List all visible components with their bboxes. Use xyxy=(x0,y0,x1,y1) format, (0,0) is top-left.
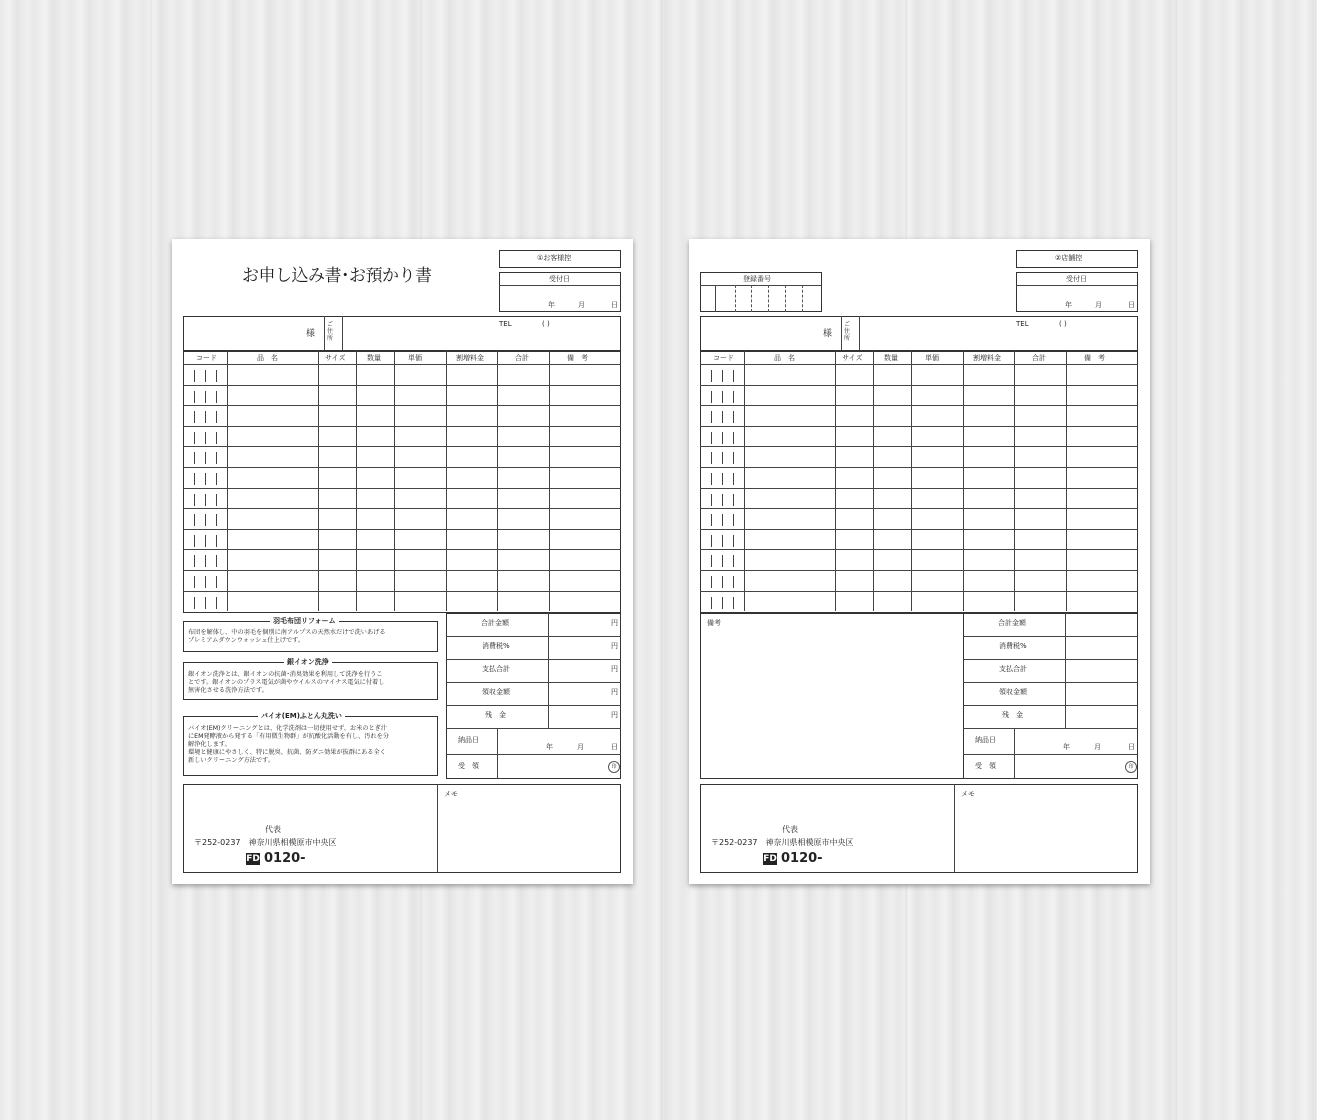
service-text: プレミアムダウンウォッシュ仕上げです。 xyxy=(188,637,305,644)
code-digit-tick xyxy=(216,370,217,382)
code-digit-tick xyxy=(733,576,734,588)
table-row-divider xyxy=(183,570,621,571)
code-digit-tick xyxy=(711,535,712,547)
receipt-label: 受 領 xyxy=(458,762,479,770)
month-label: 月 xyxy=(578,301,585,309)
code-digit-tick xyxy=(722,494,723,506)
stamp-icon: 印 xyxy=(1125,761,1137,773)
code-digit-tick xyxy=(722,576,723,588)
code-digit-tick xyxy=(733,473,734,485)
balance-label: 残 金 xyxy=(485,711,506,719)
table-row-divider xyxy=(700,405,1138,406)
header-surcharge: 割増料金 xyxy=(456,354,484,362)
sama-label: 様 xyxy=(306,329,316,339)
code-digit-tick xyxy=(722,432,723,444)
header-surcharge: 割増料金 xyxy=(973,354,1001,362)
registration-digit-divider xyxy=(735,285,736,312)
code-digit-tick xyxy=(722,514,723,526)
code-digit-tick xyxy=(733,535,734,547)
code-digit-tick xyxy=(711,411,712,423)
table-row-divider xyxy=(183,467,621,468)
code-digit-tick xyxy=(711,494,712,506)
month-label: 月 xyxy=(1094,743,1101,751)
code-digit-tick xyxy=(711,452,712,464)
sama-label: 様 xyxy=(823,329,833,339)
code-digit-tick xyxy=(722,597,723,609)
yen-label: 円 xyxy=(611,619,618,627)
customer-copy-sheet xyxy=(172,239,633,884)
code-digit-tick xyxy=(216,514,217,526)
header-qty: 数量 xyxy=(367,354,381,362)
table-column-divider xyxy=(1014,351,1015,611)
table-row-divider xyxy=(183,591,621,592)
code-digit-tick xyxy=(216,432,217,444)
code-digit-tick xyxy=(722,370,723,382)
table-row-divider xyxy=(183,488,621,489)
code-digit-tick xyxy=(205,432,206,444)
header-code: コード xyxy=(196,354,217,362)
tax-label: 消費税% xyxy=(482,642,510,650)
tel-paren: ( ) xyxy=(542,320,550,328)
header-item: 品 名 xyxy=(774,354,795,362)
table-row-divider xyxy=(183,508,621,509)
table-row-divider xyxy=(700,549,1138,550)
code-digit-tick xyxy=(733,370,734,382)
registration-digit-divider xyxy=(785,285,786,312)
year-label: 年 xyxy=(548,301,555,309)
table-row-divider xyxy=(183,446,621,447)
table-row-divider xyxy=(700,488,1138,489)
code-digit-tick xyxy=(216,473,217,485)
address-label: ご住所 xyxy=(844,321,851,342)
tel-label: TEL xyxy=(1016,320,1029,328)
balance-label: 残 金 xyxy=(1002,711,1023,719)
code-digit-tick xyxy=(722,391,723,403)
table-column-divider xyxy=(446,351,447,611)
registration-digit-divider xyxy=(768,285,769,312)
code-digit-tick xyxy=(216,535,217,547)
table-column-divider xyxy=(744,351,745,611)
total-amount-label: 合計金額 xyxy=(998,619,1026,627)
tel-label: TEL xyxy=(499,320,512,328)
header-size: サイズ xyxy=(842,354,863,362)
code-digit-tick xyxy=(733,494,734,506)
code-digit-tick xyxy=(711,555,712,567)
items-table xyxy=(700,351,1138,613)
code-digit-tick xyxy=(205,597,206,609)
day-label: 日 xyxy=(1128,743,1135,751)
table-row-divider xyxy=(700,508,1138,509)
header-qty: 数量 xyxy=(884,354,898,362)
tax-label: 消費税% xyxy=(999,642,1027,650)
code-digit-tick xyxy=(733,597,734,609)
code-digit-tick xyxy=(733,452,734,464)
service-text: とです。銀イオンのプラス電気が菌やウイルスのマイナス電気に付着し xyxy=(188,679,385,686)
store-copy-sheet xyxy=(689,239,1150,884)
registration-digit-divider xyxy=(751,285,752,312)
month-label: 月 xyxy=(1095,301,1102,309)
table-row-divider xyxy=(183,529,621,530)
items-table xyxy=(183,351,621,613)
reception-label: 受付日 xyxy=(1066,275,1087,283)
table-column-divider xyxy=(497,351,498,611)
stamp-icon: 印 xyxy=(608,761,620,773)
service-title-silver: 銀イオン洗浄 xyxy=(284,658,332,667)
freedial-icon: FD xyxy=(246,854,260,864)
header-item: 品 名 xyxy=(257,354,278,362)
yen-label: 円 xyxy=(611,711,618,719)
notes-label: 備考 xyxy=(707,619,721,627)
code-digit-tick xyxy=(711,514,712,526)
delivery-label: 納品日 xyxy=(975,736,996,744)
table-column-divider xyxy=(394,351,395,611)
header-total: 合計 xyxy=(1032,354,1046,362)
header-price: 単価 xyxy=(925,354,939,362)
registration-digit-divider xyxy=(715,285,716,312)
table-column-divider xyxy=(356,351,357,611)
table-row-divider xyxy=(183,385,621,386)
tel-paren: ( ) xyxy=(1059,320,1067,328)
memo-label[interactable]: メモ xyxy=(961,790,975,798)
code-digit-tick xyxy=(216,411,217,423)
header-size: サイズ xyxy=(325,354,346,362)
code-digit-tick xyxy=(733,514,734,526)
company-address: 〒252-0237 神奈川県相模原市中央区 xyxy=(194,838,337,847)
code-digit-tick xyxy=(205,473,206,485)
payment-total-label: 支払合計 xyxy=(482,665,510,673)
registration-digit-divider xyxy=(802,285,803,312)
phone-number xyxy=(246,851,306,866)
company-address: 〒252-0237 神奈川県相模原市中央区 xyxy=(711,838,854,847)
service-title-bio: バイオ(EM)ふとん丸洗い xyxy=(258,712,345,721)
code-digit-tick xyxy=(194,514,195,526)
copy-label: ①お客様控 xyxy=(537,254,572,262)
code-digit-tick xyxy=(722,555,723,567)
code-digit-tick xyxy=(205,576,206,588)
code-digit-tick xyxy=(205,514,206,526)
yen-label: 円 xyxy=(611,642,618,650)
service-text: 無害化させる洗浄方法です。 xyxy=(188,687,268,694)
code-digit-tick xyxy=(216,555,217,567)
header-notes: 備 考 xyxy=(1084,354,1105,362)
code-digit-tick xyxy=(205,555,206,567)
registration-label: 登録番号 xyxy=(743,275,771,283)
code-digit-tick xyxy=(711,597,712,609)
service-title-down: 羽毛布団リフォーム xyxy=(270,617,339,626)
header-notes: 備 考 xyxy=(567,354,588,362)
table-row-divider xyxy=(183,549,621,550)
code-digit-tick xyxy=(733,555,734,567)
code-digit-tick xyxy=(216,494,217,506)
copy-label: ②店舗控 xyxy=(1055,254,1083,262)
code-digit-tick xyxy=(733,391,734,403)
table-column-divider xyxy=(549,351,550,611)
table-column-divider xyxy=(963,351,964,611)
code-digit-tick xyxy=(194,576,195,588)
rep-label: 代表 xyxy=(782,825,798,834)
received-amount-label: 領収金額 xyxy=(999,688,1027,696)
table-row-divider xyxy=(700,364,1138,365)
month-label: 月 xyxy=(577,743,584,751)
table-row-divider xyxy=(700,591,1138,592)
code-digit-tick xyxy=(194,452,195,464)
code-digit-tick xyxy=(711,370,712,382)
form-title: お申し込み書･お預かり書 xyxy=(242,266,432,286)
service-text: バイオ(EM)クリーニングとは、化学洗剤は一切使用せず、お米のとぎ汁 xyxy=(188,725,388,732)
service-text: 銀イオン洗浄とは、銀イオンの抗菌･消臭効果を利用して洗浄を行うこ xyxy=(188,671,383,678)
table-row-divider xyxy=(700,570,1138,571)
phone-value: 0120- xyxy=(781,851,823,866)
delivery-label: 納品日 xyxy=(458,736,479,744)
rep-label: 代表 xyxy=(265,825,281,834)
service-text: 解浄化します。 xyxy=(188,741,231,748)
code-digit-tick xyxy=(194,494,195,506)
table-row-divider xyxy=(700,385,1138,386)
table-column-divider xyxy=(1066,351,1067,611)
code-digit-tick xyxy=(711,473,712,485)
freedial-icon: FD xyxy=(763,854,777,864)
receipt-label: 受 領 xyxy=(975,762,996,770)
table-column-divider xyxy=(227,351,228,611)
table-row-divider xyxy=(700,529,1138,530)
code-digit-tick xyxy=(205,370,206,382)
code-digit-tick xyxy=(194,391,195,403)
yen-label: 円 xyxy=(611,688,618,696)
notes-box[interactable] xyxy=(700,613,964,779)
day-label: 日 xyxy=(611,301,618,309)
code-digit-tick xyxy=(722,411,723,423)
header-total: 合計 xyxy=(515,354,529,362)
address-label: ご住所 xyxy=(327,321,334,342)
code-digit-tick xyxy=(711,576,712,588)
code-digit-tick xyxy=(194,370,195,382)
table-row-divider xyxy=(183,364,621,365)
header-code: コード xyxy=(713,354,734,362)
reception-label: 受付日 xyxy=(549,275,570,283)
day-label: 日 xyxy=(611,743,618,751)
code-digit-tick xyxy=(216,597,217,609)
table-row-divider xyxy=(183,426,621,427)
day-label: 日 xyxy=(1128,301,1135,309)
code-digit-tick xyxy=(216,576,217,588)
memo-label[interactable]: メモ xyxy=(444,790,458,798)
table-column-divider xyxy=(835,351,836,611)
code-digit-tick xyxy=(205,391,206,403)
code-digit-tick xyxy=(205,452,206,464)
code-digit-tick xyxy=(216,452,217,464)
code-digit-tick xyxy=(194,411,195,423)
received-amount-label: 領収金額 xyxy=(482,688,510,696)
table-row-divider xyxy=(700,426,1138,427)
code-digit-tick xyxy=(722,473,723,485)
service-text: 新しいクリーニング方法です。 xyxy=(188,757,275,764)
service-text: にEM発酵液から発する「有用微生物群」が抗酸化活動を有し、汚れを分 xyxy=(188,733,390,740)
code-digit-tick xyxy=(733,432,734,444)
total-amount-label: 合計金額 xyxy=(481,619,509,627)
code-digit-tick xyxy=(205,535,206,547)
customer-info-box[interactable] xyxy=(183,316,621,351)
code-digit-tick xyxy=(722,535,723,547)
code-digit-tick xyxy=(194,597,195,609)
service-text: 布団を解体し、中の羽毛を個別に南アルプスの天然水だけで洗いあげる xyxy=(188,629,386,636)
code-digit-tick xyxy=(194,555,195,567)
table-row-divider xyxy=(700,467,1138,468)
code-digit-tick xyxy=(194,432,195,444)
code-digit-tick xyxy=(711,391,712,403)
header-price: 単価 xyxy=(408,354,422,362)
payment-total-label: 支払合計 xyxy=(999,665,1027,673)
code-digit-tick xyxy=(205,494,206,506)
phone-value: 0120- xyxy=(264,851,306,866)
yen-label: 円 xyxy=(611,665,618,673)
table-row-divider xyxy=(700,446,1138,447)
code-digit-tick xyxy=(194,473,195,485)
code-digit-tick xyxy=(722,452,723,464)
customer-info-box[interactable] xyxy=(700,316,1138,351)
service-text: 環境と健康にやさしく、特に脱臭、抗菌、防ダニ効果が抜群にある全く xyxy=(188,749,386,756)
code-digit-tick xyxy=(711,432,712,444)
code-digit-tick xyxy=(205,411,206,423)
table-column-divider xyxy=(873,351,874,611)
year-label: 年 xyxy=(1063,743,1070,751)
code-digit-tick xyxy=(216,391,217,403)
phone-number xyxy=(763,851,823,866)
table-column-divider xyxy=(318,351,319,611)
table-column-divider xyxy=(911,351,912,611)
year-label: 年 xyxy=(1065,301,1072,309)
code-digit-tick xyxy=(194,535,195,547)
code-digit-tick xyxy=(733,411,734,423)
year-label: 年 xyxy=(546,743,553,751)
table-row-divider xyxy=(183,405,621,406)
